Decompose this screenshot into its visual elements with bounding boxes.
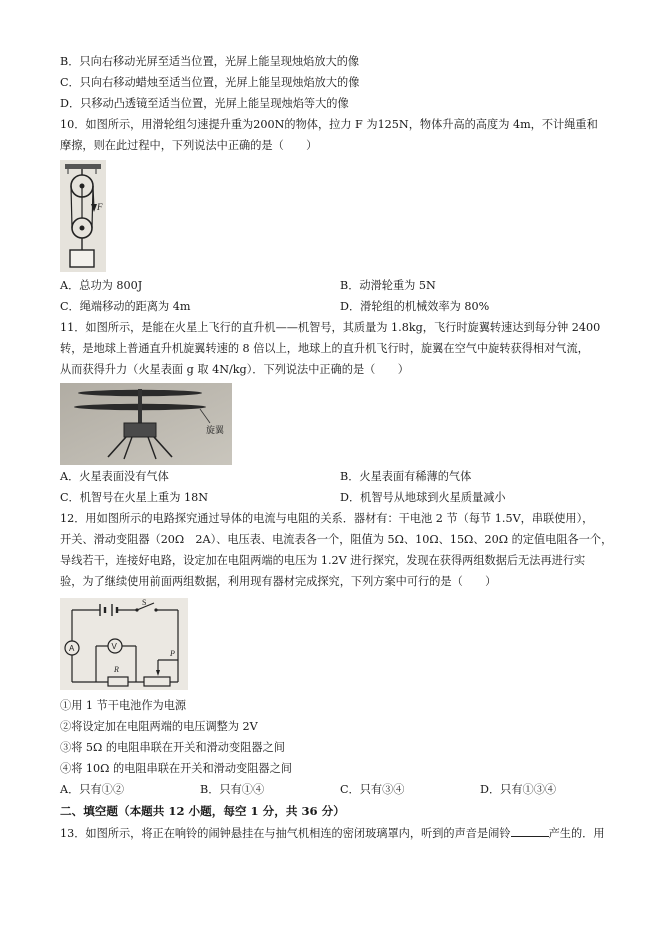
answer-blank[interactable] [511,826,549,837]
q10-option-b: B．动滑轮重为 5N [340,279,436,292]
resistor-label: R [114,665,119,674]
q10-stem-line2: 摩擦，则在此过程中，下列说法中正确的是（ ） [60,139,318,152]
q12-item-4: ④将 10Ω 的电阻串联在开关和滑动变阻器之间 [60,762,292,775]
q12-option-b: B．只有①④ [200,783,265,796]
q12-item-2: ②将设定加在电阻两端的电压调整为 2V [60,720,258,733]
q12-option-d: D．只有①③④ [480,783,557,796]
q12-stem-line4: 验，为了继续使用前面两组数据，利用现有器材完成探究，下列方案中可行的是（ ） [60,575,497,588]
q10-option-a: A．总功为 800J [60,279,143,292]
force-label: F [97,202,103,212]
voltmeter-label: V [111,642,117,651]
q12-stem-line1: 12．用如图所示的电路探究通过导体的电流与电阻的关系．器材有：干电池 2 节（每节 1.5V，串联使用）， [60,512,594,525]
switch-label: S [142,598,147,607]
q9-option-b: B．只向右移动光屏至适当位置，光屏上能呈现烛焰放大的像 [60,55,360,68]
q12-stem-line3: 导线若干，连接好电路，设定加在电阻两端的电压为 1.2V 进行探究，发现在获得两组数据后无法再进行实 [60,554,586,567]
q13-stem-before: 13．如图所示，将正在响铃的闹钟悬挂在与抽气机相连的密闭玻璃罩内，听到的声音是闹铃 [60,827,511,840]
ceiling-beam [65,164,101,169]
q13-stem [60,826,605,841]
q11-stem-line2: 转，是地球上普通直升机旋翼转速的 8 倍以上，地球上的直升机飞行时，旋翼在空气中旋转获得相对气流， [60,342,589,355]
q11-option-a: A．火星表面没有气体 [60,470,169,483]
q11-stem-line3: 从而获得升力（火星表面 g 取 4N/kg）．下列说法中正确的是（ ） [60,363,409,376]
q12-item-1: ①用 1 节干电池作为电源 [60,699,187,712]
q11-option-d: D．机智号从地球到火星质量减小 [340,491,506,504]
body [124,423,156,437]
q11-option-c: C．机智号在火星上重为 18N [60,491,209,504]
q11-stem-line1: 11．如图所示，是能在火星上飞行的直升机——机智号，其质量为 1.8kg，飞行时旋翼转速达到每分钟 2400 [60,321,601,334]
slider-label: P [170,649,175,658]
q11-option-b: B．火星表面有稀薄的气体 [340,470,472,483]
load-block [70,250,94,267]
q13-stem-after: 产生的．用 [548,827,605,840]
q10-option-d: D．滑轮组的机械效率为 80% [340,300,490,313]
q12-item-3: ③将 5Ω 的电阻串联在开关和滑动变阻器之间 [60,741,285,754]
helicopter-photo [60,383,232,465]
q12-stem-line2: 开关、滑动变阻器（20Ω 2A）、电压表、电流表各一个，阻值为 5Ω、10Ω、15Ω、20Ω 的定值电阻各一个， [60,533,613,546]
ammeter-label: A [69,644,75,653]
resistor [108,677,128,686]
q9-option-c: C．只向右移动蜡烛至适当位置，光屏上能呈现烛焰放大的像 [60,76,360,89]
section-heading: 二、填空题（本题共 12 小题，每空 1 分，共 36 分） [60,804,345,818]
pulley-figure [60,160,106,272]
q12-option-c: C．只有③④ [340,783,405,796]
circuit-diagram [60,598,188,690]
q12-option-a: A．只有①② [60,783,125,796]
q10-stem-line1: 10．如图所示，用滑轮组匀速提升重为200N的物体，拉力 F 为125N，物体升高的高度为 4m，不计绳重和 [60,118,598,131]
q9-option-d: D．只移动凸透镜至适当位置，光屏上能呈现烛焰等大的像 [60,97,349,110]
q10-option-c: C．绳端移动的距离为 4m [60,300,191,313]
rotor-label: 旋翼 [206,426,225,436]
rheostat [144,677,170,686]
